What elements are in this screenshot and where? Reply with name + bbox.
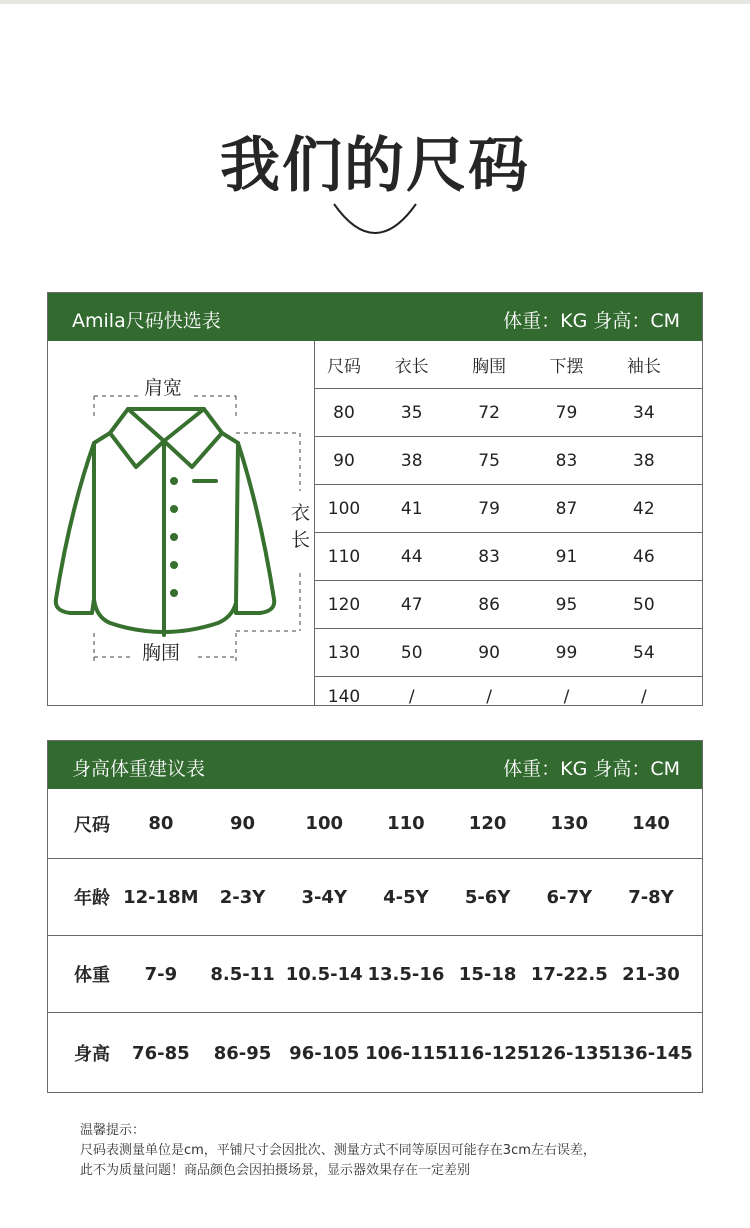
cell: 8.5-11 — [210, 963, 275, 985]
cell: 50 — [400, 642, 423, 663]
cell: 79 — [555, 402, 578, 423]
notes-heading: 温馨提示： — [80, 1123, 146, 1138]
cell: 72 — [478, 402, 500, 423]
table-row — [315, 581, 702, 629]
table-row — [315, 389, 702, 437]
recommend-section — [47, 740, 703, 1093]
recommend-table — [48, 789, 702, 1093]
recommend-unit: 体重：KG 身高：CM — [503, 758, 680, 780]
column-header: 尺码 — [327, 357, 361, 377]
cell: 120 — [327, 594, 361, 615]
table-row — [315, 437, 702, 485]
quick-size-header — [48, 293, 702, 341]
cell: / — [408, 687, 415, 707]
table-row — [48, 936, 702, 1013]
notes — [80, 1121, 596, 1181]
table-row — [315, 533, 702, 581]
table-row — [48, 789, 702, 859]
cell: 76-85 — [132, 1042, 190, 1064]
cell: 96-105 — [289, 1042, 360, 1064]
top-divider — [0, 0, 750, 4]
cell: 79 — [478, 498, 500, 519]
recommend-header — [48, 741, 702, 789]
cell: 130 — [327, 642, 361, 663]
cell: 90 — [333, 450, 355, 471]
cell: 87 — [555, 498, 578, 519]
cell: 116-125 — [446, 1042, 530, 1064]
cell: 86 — [478, 594, 500, 615]
cell: 17-22.5 — [530, 963, 608, 985]
cell: 10.5-14 — [285, 963, 363, 985]
size-table — [315, 341, 702, 717]
column-header: 袖长 — [626, 357, 661, 377]
recommend-title: 身高体重建议表 — [72, 758, 206, 780]
cell: 83 — [478, 546, 500, 567]
row-label: 身高 — [74, 1044, 110, 1065]
cell: 140 — [632, 813, 670, 834]
quick-size-unit: 体重：KG 身高：CM — [503, 310, 680, 332]
cell: 100 — [305, 813, 343, 834]
size-table-header — [315, 341, 702, 389]
label-chest: 胸围 — [142, 638, 180, 665]
page-title: 我们的尺码 — [220, 131, 530, 201]
notes-line: 此不为质量问题！商品颜色会因拍摄场景，显示器效果存在一定差别 — [80, 1163, 471, 1178]
cell: 35 — [400, 402, 423, 423]
cell: 4-5Y — [383, 886, 429, 908]
cell: 110 — [387, 813, 425, 834]
cell: 83 — [555, 450, 578, 471]
cell: 120 — [468, 813, 507, 834]
label-shoulder: 肩宽 — [144, 373, 182, 400]
cell: 126-135 — [528, 1042, 612, 1064]
quick-size-title: Amila尺码快选表 — [72, 310, 221, 332]
table-row — [315, 629, 702, 677]
column-header: 下摆 — [549, 357, 584, 377]
cell: 91 — [555, 546, 578, 567]
cell: 110 — [327, 546, 361, 567]
cell: 42 — [633, 498, 655, 519]
cell: 136-145 — [610, 1042, 693, 1064]
cell: 80 — [333, 402, 355, 423]
cell: 75 — [478, 450, 500, 471]
cell: 21-30 — [622, 963, 680, 985]
cell: 90 — [478, 642, 500, 663]
cell: 38 — [400, 450, 423, 471]
table-row — [315, 485, 702, 533]
cell: 34 — [633, 402, 655, 423]
column-header: 胸围 — [472, 357, 507, 377]
cell: 54 — [633, 642, 655, 663]
table-row — [315, 677, 702, 717]
smile-arc-icon — [330, 200, 420, 240]
label-length-1: 衣 — [291, 498, 310, 525]
table-row — [48, 859, 702, 936]
cell: / — [563, 687, 570, 707]
cell: 41 — [400, 498, 423, 519]
label-length-2: 长 — [291, 525, 310, 552]
notes-line: 尺码表测量单位是cm，平铺尺寸会因批次、测量方式不同等原因可能存在3cm左右误差， — [80, 1143, 596, 1158]
cell: 86-95 — [213, 1042, 272, 1064]
cell: 140 — [327, 687, 361, 707]
cell: 130 — [550, 813, 589, 834]
cell: 15-18 — [458, 963, 517, 985]
cell: 46 — [633, 546, 655, 567]
cell: 7-9 — [144, 963, 178, 985]
cell: / — [486, 687, 492, 707]
cell: 7-8Y — [628, 886, 674, 908]
cell: 6-7Y — [546, 886, 593, 908]
cell: 90 — [230, 813, 256, 834]
cell: / — [641, 687, 647, 707]
table-row — [48, 1013, 702, 1093]
cell: 50 — [633, 594, 655, 615]
cell: 13.5-16 — [367, 963, 445, 985]
cell: 100 — [327, 498, 361, 519]
cell: 106-115 — [365, 1042, 448, 1064]
column-header: 衣长 — [394, 357, 429, 377]
cell: 99 — [555, 642, 578, 663]
quick-size-section — [47, 292, 703, 706]
row-label: 尺码 — [74, 814, 110, 836]
cell: 44 — [400, 546, 423, 567]
row-label: 年龄 — [74, 888, 110, 909]
shirt-diagram — [48, 341, 315, 705]
row-label: 体重 — [74, 965, 110, 986]
cell: 80 — [148, 813, 174, 834]
cell: 2-3Y — [219, 886, 266, 908]
cell: 47 — [400, 594, 423, 615]
cell: 95 — [555, 594, 578, 615]
cell: 5-6Y — [464, 886, 511, 908]
cell: 3-4Y — [301, 886, 347, 908]
cell: 38 — [633, 450, 655, 471]
cell: 12-18M — [123, 886, 199, 908]
